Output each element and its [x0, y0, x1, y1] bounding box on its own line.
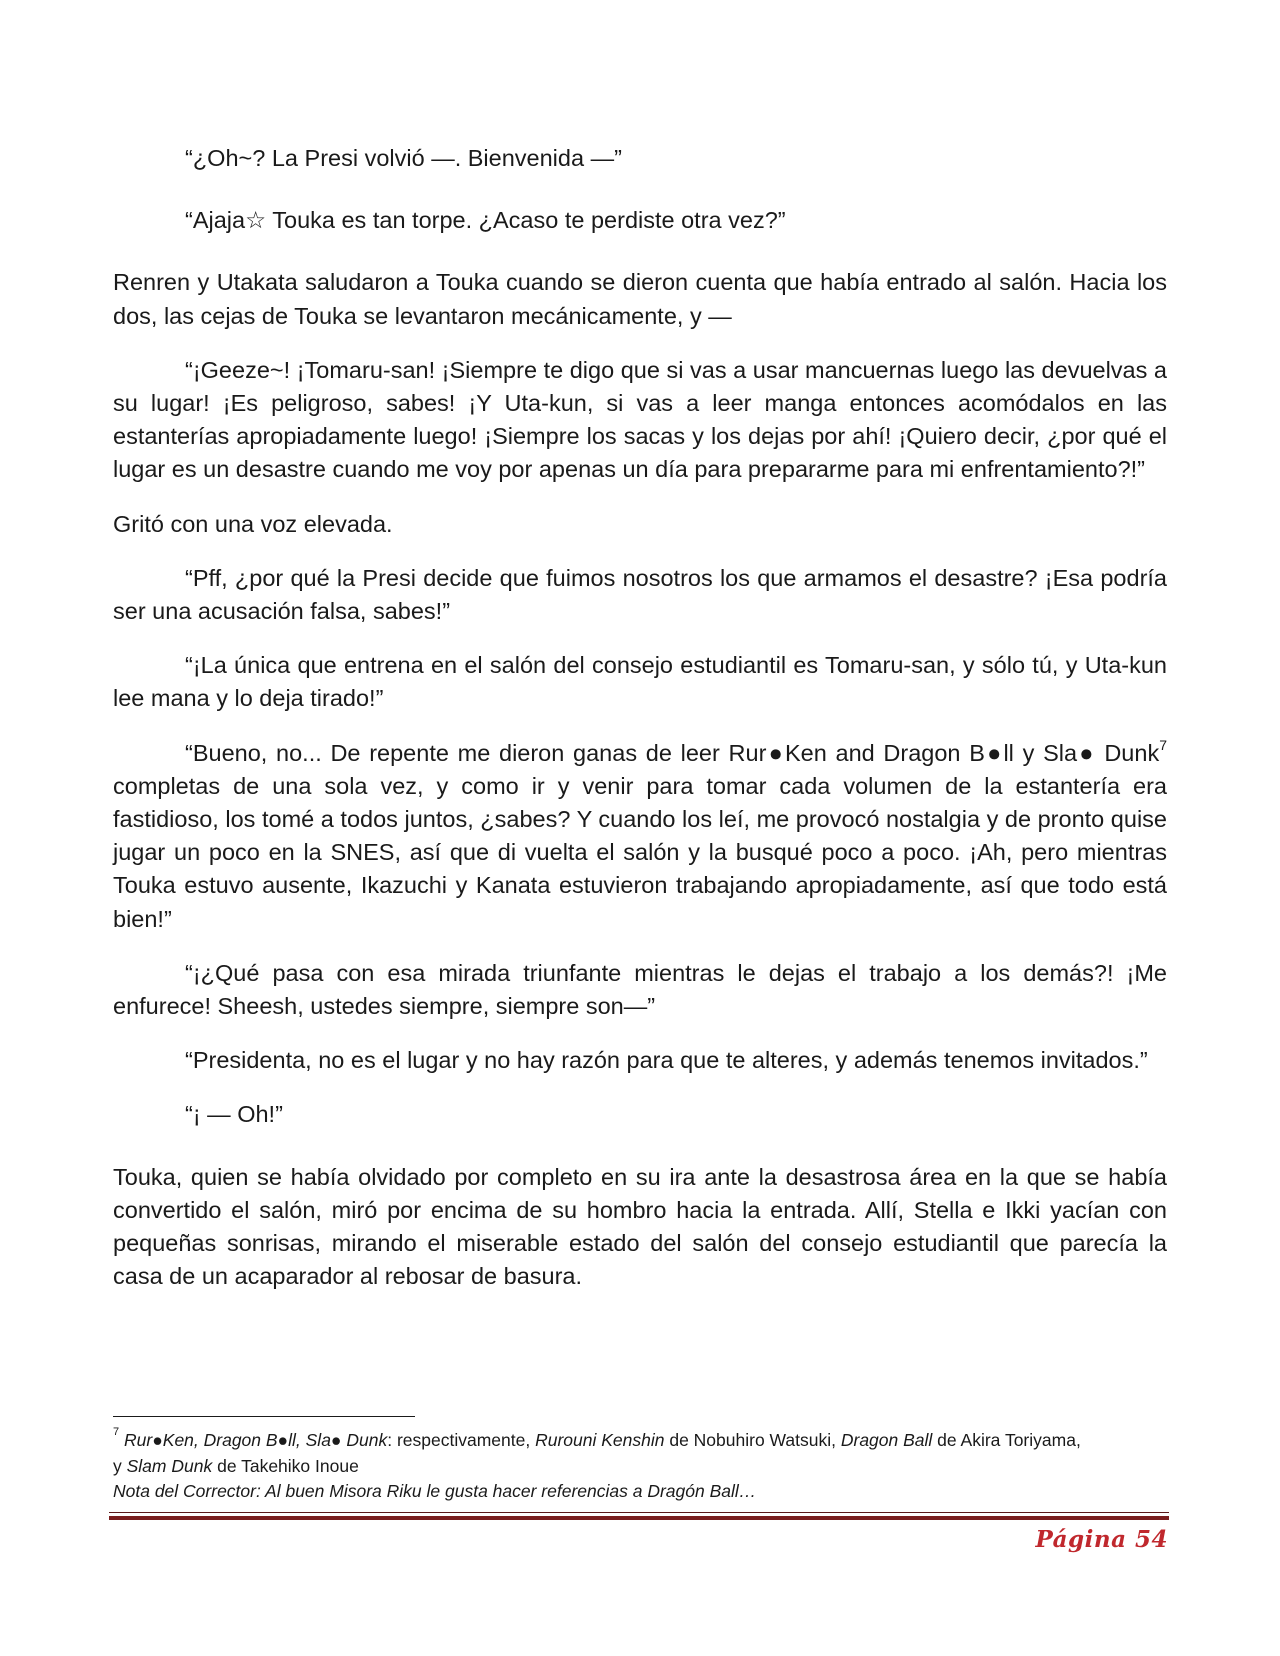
paragraph: “¡ — Oh!” — [185, 1101, 283, 1128]
paragraph: “Presidenta, no es el lugar y no hay razón para que te alteres, y además tenemos invitados.” — [185, 1047, 1148, 1074]
footnote-work: Slam Dunk — [126, 1455, 213, 1476]
footnote-text: de Nobuhiro Watsuki, — [664, 1430, 841, 1450]
footnote-work: Rurouni Kenshin — [535, 1430, 665, 1450]
paragraph-with-footnote — [113, 737, 1167, 936]
footer-rule — [109, 1512, 1169, 1513]
body-text — [113, 142, 1167, 1314]
footnote-text: y — [113, 1455, 127, 1476]
footnote-separator — [113, 1416, 415, 1417]
footnote-reference: 7 — [1159, 736, 1167, 753]
footnote-work: Dragon Ball — [840, 1430, 933, 1450]
paragraph: “Pff, ¿por qué la Presi decide que fuimos nosotros los que armamos el desastre? ¡Esa podría ser una acusación falsa, sabes!” — [113, 564, 1167, 625]
footer-rule-thick — [109, 1516, 1169, 1520]
paragraph-text: “Bueno, no... De repente me dieron ganas de leer Rur●Ken and Dragon B●ll y Sla● Dunk — [185, 739, 1160, 766]
footnote-titles: Rur●Ken, Dragon B●ll, Sla● Dunk — [124, 1430, 388, 1450]
paragraph: “¡Geeze~! ¡Tomaru-san! ¡Siempre te digo que si vas a usar mancuernas luego las devuelvas a su lugar! ¡Es peligroso, sabes! ¡Y Uta-kun, si vas a leer manga entonces acomódalos en las estanterías apropiadamente luego! ¡Siempre los sacas y los dejas por ahí! ¡Quiero decir, ¿por qué el lugar es un desastre cuando me voy por apenas un día para prepararme para mi enfrentamiento?!” — [113, 356, 1167, 483]
page-number: Página 54 — [1035, 1526, 1168, 1553]
corrector-note: Nota del Corrector: Al buen Misora Riku le gusta hacer referencias a Dragón Ball… — [113, 1481, 757, 1501]
footnote-mark: 7 — [113, 1426, 120, 1439]
footnote-text: de Takehiko Inoue — [212, 1455, 359, 1476]
footnotes — [113, 1428, 1171, 1505]
paragraph: Gritó con una voz elevada. — [113, 510, 393, 537]
paragraph-text-continued: completas de una sola vez, y como ir y venir para tomar cada volumen de la estantería era fastidioso, los tomé a todos juntos, ¿sabes? Y cuando los leí, me provocó nostalgia y de pronto quise jugar un poco en la SNES, así que di vuelta el salón y la busqué poco a poco. ¡Ah, pero mientras Touka estuvo ausente, Ikazuchi y Kanata estuvieron trabajando apropiadamente, así que todo está bien!” — [113, 772, 1167, 932]
footnote-7 — [113, 1428, 1171, 1454]
paragraph: “¿Oh~? La Presi volvió —. Bienvenida —” — [185, 145, 622, 171]
footnote-7-line2 — [113, 1454, 1171, 1480]
footnote-text: de Akira Toriyama, — [932, 1430, 1081, 1450]
footnote-text: : respectivamente, — [387, 1430, 536, 1450]
paragraph: Renren y Utakata saludaron a Touka cuando se dieron cuenta que había entrado al salón. Hacia los dos, las cejas de Touka se levantaron mecánicamente, y — — [113, 269, 1167, 329]
paragraph: “¡La única que entrena en el salón del consejo estudiantil es Tomaru-san, y sólo tú, y Uta-kun lee mana y lo deja tirado!” — [113, 652, 1167, 712]
paragraph: “¡¿Qué pasa con esa mirada triunfante mientras le dejas el trabajo a los demás?! ¡Me enfurece! Sheesh, ustedes siempre, siempre son—” — [113, 959, 1167, 1020]
paragraph: Touka, quien se había olvidado por completo en su ira ante la desastrosa área en la que se había convertido el salón, miró por encima de su hombro hacia la entrada. Allí, Stella e Ikki yacían con pequeñas sonrisas, mirando el miserable estado del salón del consejo estudiantil que parecía la casa de un acaparador al rebosar de basura. — [113, 1163, 1167, 1290]
paragraph: “Ajaja☆ Touka es tan torpe. ¿Acaso te perdiste otra vez?” — [185, 207, 786, 234]
